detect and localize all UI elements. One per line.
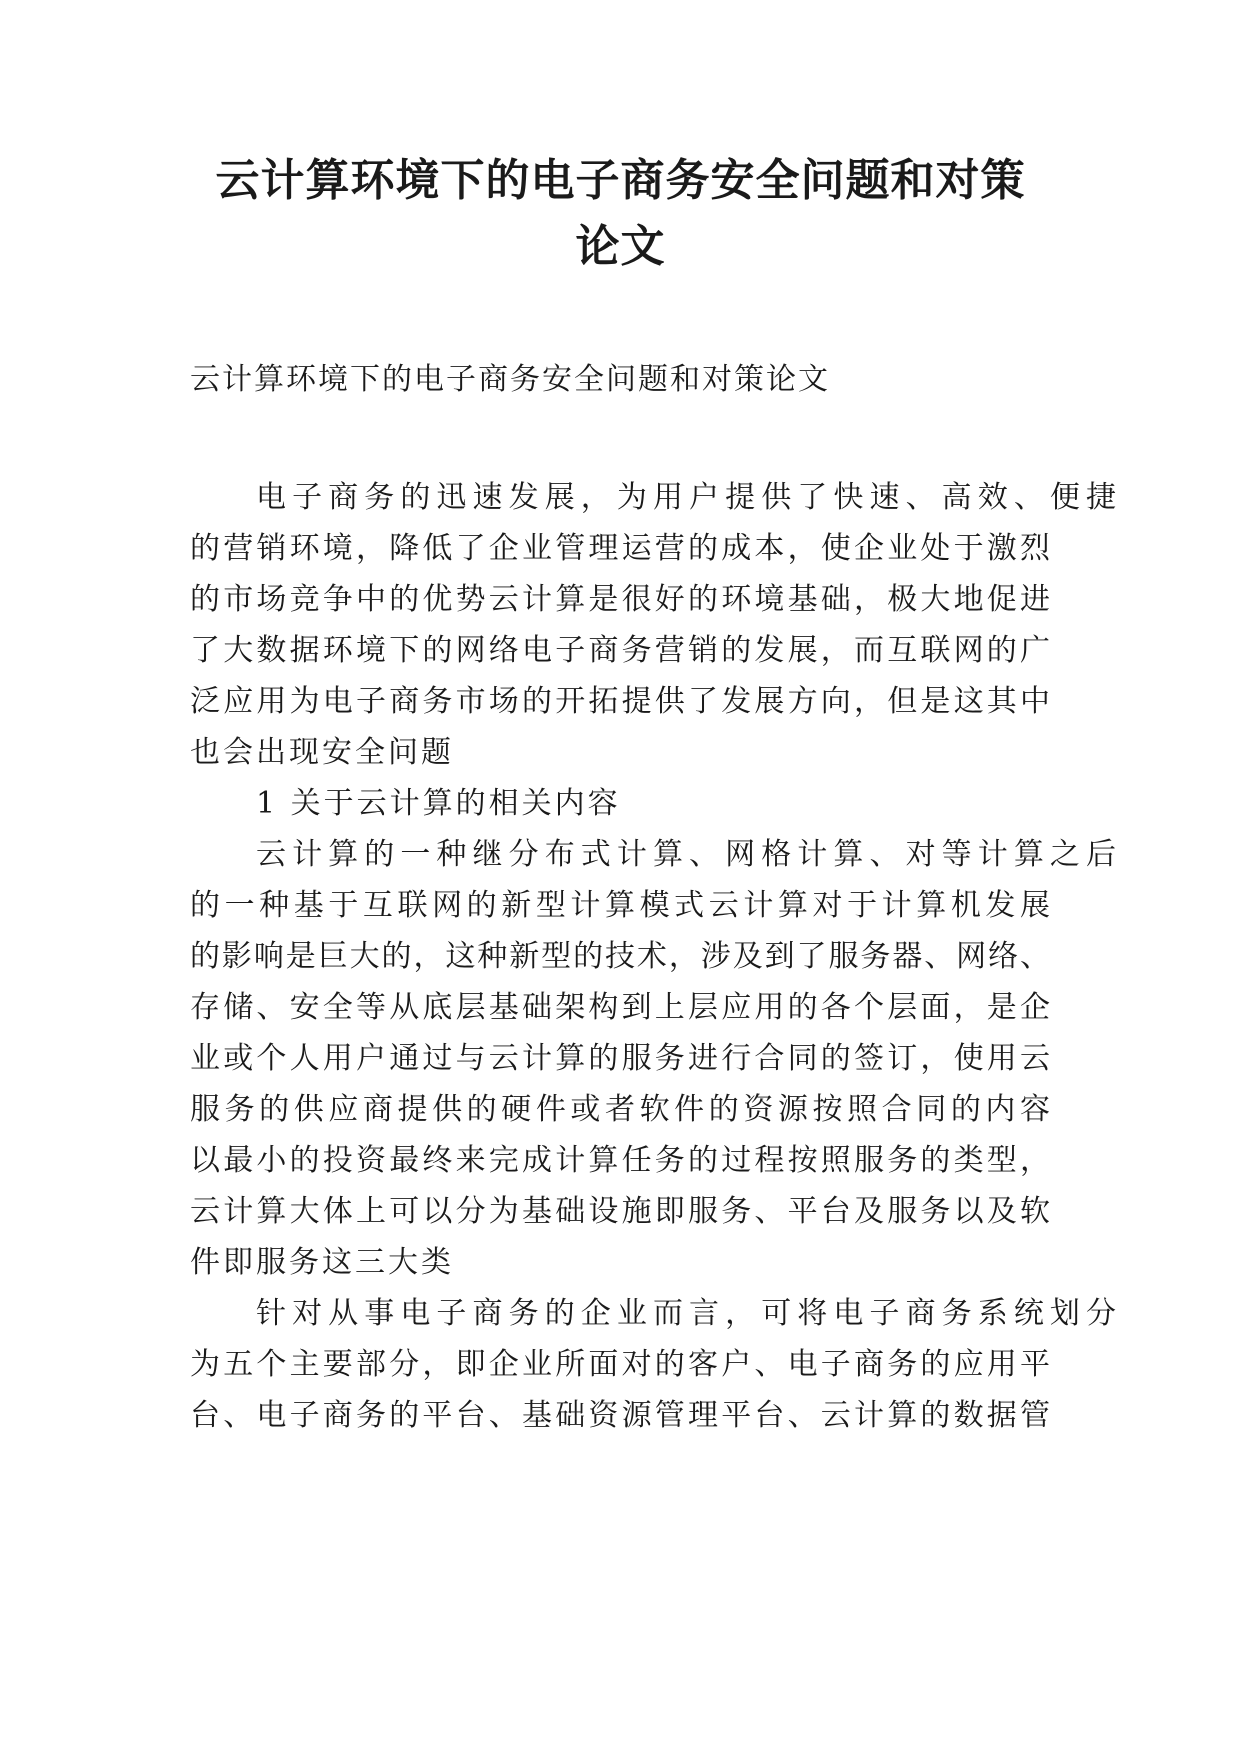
body-line: 以最小的投资最终来完成计算任务的过程按照服务的类型， [190,1143,1050,1178]
body-line: 的一种基于互联网的新型计算模式云计算对于计算机发展 [190,888,1050,923]
body-line: 的营销环境，降低了企业管理运营的成本，使企业处于激烈 [190,531,1050,566]
body-line: 的市场竞争中的优势云计算是很好的环境基础，极大地促进 [190,582,1050,617]
body-line: 的影响是巨大的，这种新型的技术，涉及到了服务器、网络、 [190,939,1050,974]
body-line: 业或个人用户通过与云计算的服务进行合同的签订，使用云 [190,1041,1050,1076]
body-line: 1 关于云计算的相关内容 [256,786,621,821]
body-line: 也会出现安全问题 [190,735,454,770]
body-line: 为五个主要部分，即企业所面对的客户、电子商务的应用平 [190,1347,1050,1382]
body-line: 了大数据环境下的网络电子商务营销的发展，而互联网的广 [190,633,1050,668]
body-line: 云计算大体上可以分为基础设施即服务、平台及服务以及软 [190,1194,1050,1229]
document-body [190,472,1116,1441]
document-subtitle: 云计算环境下的电子商务安全问题和对策论文 [190,362,830,397]
body-line: 电子商务的迅速发展，为用户提供了快速、高效、便捷 [256,480,1116,515]
body-line: 存储、安全等从底层基础架构到上层应用的各个层面，是企 [190,990,1050,1025]
body-line: 针对从事电子商务的企业而言，可将电子商务系统划分 [256,1296,1116,1331]
body-line: 件即服务这三大类 [190,1245,454,1280]
body-line: 台、电子商务的平台、基础资源管理平台、云计算的数据管 [190,1398,1050,1433]
document-title [160,148,1081,280]
body-line: 泛应用为电子商务市场的开拓提供了发展方向，但是这其中 [190,684,1050,719]
body-line: 服务的供应商提供的硬件或者软件的资源按照合同的内容 [190,1092,1050,1127]
document-title-line-2: 论文 [575,221,666,272]
document-title-line-1: 云计算环境下的电子商务安全问题和对策 [215,155,1026,206]
body-line: 云计算的一种继分布式计算、网格计算、对等计算之后 [256,837,1116,872]
